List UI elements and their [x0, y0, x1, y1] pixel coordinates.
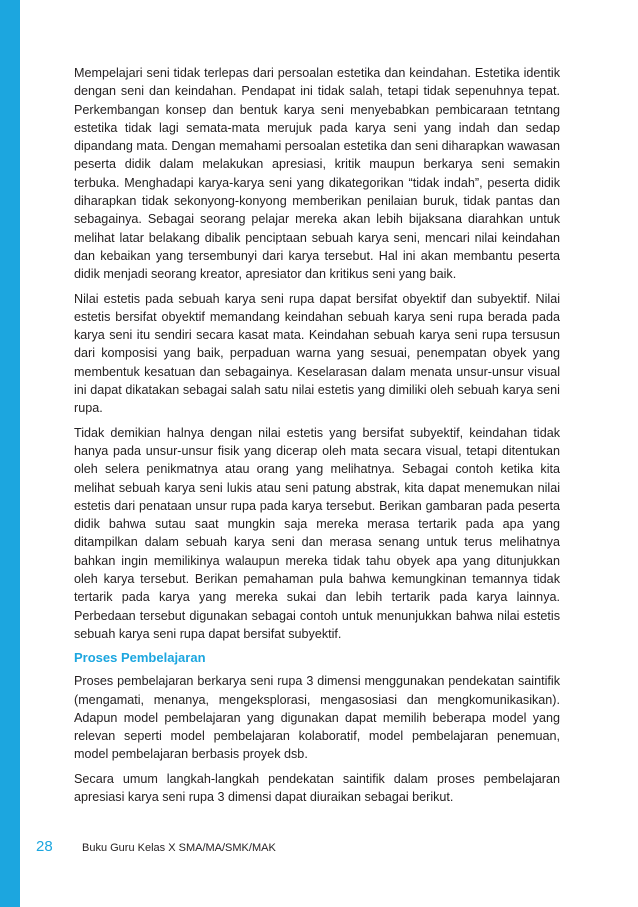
paragraph-subjective-value: Tidak demikian halnya dengan nilai estetis yang bersifat subyektif, keindahan tidak hanya pada unsur-unsur fisik yang dicerap oleh mata secara visual, tetapi ditentukan oleh selera penikmatnya atau orang yang melihatnya. Sebagai contoh ketika kita melihat sebuah karya seni lukis atau seni patung abstrak, kita dapat menemukan nilai estetis dari penataan unsur rupa pada karya tersebut. Berikan gambaran pada peserta didik bahwa sutau saat mungkin saja mereka merasa tertarik pada apa yang ditampilkan dalam sebuah karya seni dan merasa senang untuk terus melihatnya bahkan ingin memilikinya walaupun mereka tidak tahu obyek apa yang ditunjukkan oleh karya tersebut. Berikan pemahaman pula bahwa kemungkinan temannya tidak tertarik pada karya yang mereka sukai dan lebih tertarik pada karya lainnya. Perbedaan tersebut digunakan sebagai contoh untuk menunjukkan bahwa nilai estetis sebuah karya seni rupa dapat bersifat subyektif.: [74, 425, 560, 641]
page-body: [74, 64, 560, 812]
paragraph-objective-value: Nilai estetis pada sebuah karya seni rupa dapat bersifat obyektif dan subyektif. Nilai estetis bersifat obyektif memandang keindahan sebuah karya seni rupa berada pada karya seni itu sendiri secara kasat mata. Keindahan sebuah karya seni rupa tersusun dari komposisi yang baik, perpaduan warna yang sesuai, penempatan obyek yang membentuk kesatuan dan sebagainya. Keselarasan dalam menata unsur-unsur visual ini dapat dikatakan sebagai salah satu nilai estetis yang dimiliki oleh sebuah karya seni rupa.: [74, 291, 560, 416]
section-heading: Proses Pembelajaran: [74, 650, 206, 666]
paragraph-scientific-steps: Secara umum langkah-langkah pendekatan saintifik dalam proses pembelajaran apresiasi karya seni rupa 3 dimensi dapat diuraikan sebagai berikut.: [74, 771, 560, 804]
page-number: 28: [36, 838, 53, 855]
page-footer: [36, 838, 276, 858]
paragraph-learning-process: Proses pembelajaran berkarya seni rupa 3 dimensi menggunakan pendekatan saintifik (mengamati, menanya, mengeksplorasi, mengasosiasi dan mengkomunikasikan). Adapun model pembelajaran yang digunakan dapat memilih beberapa model yang relevan seperti model pembelajaran kolaboratif, model pembelajaran penemuan, model pembelajaran berbasis proyek dsb.: [74, 674, 560, 762]
book-title: Buku Guru Kelas X SMA/MA/SMK/MAK: [82, 842, 276, 854]
paragraph-aesthetics-intro: Mempelajari seni tidak terlepas dari persoalan estetika dan keindahan. Estetika identik dengan seni dan keindahan. Pendapat ini tidak salah, tetapi tidak sepenuhnya tepat. Perkembangan konsep dan bentuk karya seni menyebabkan pembicaraan tetntang estetika tidak lagi semata-mata merujuk pada karya seni yang indah dan sedap dipandang mata. Dengan memahami persoalan estetika dan seni diharapkan wawasan peserta didik dalam melakukan apresiasi, kritik maupun berkarya seni semakin terbuka. Menghadapi karya-karya seni yang dikategorikan “tidak indah”, peserta didik diharapkan tidak sekonyong-konyong memberikan penilaian buruk, tidak pantas dan sebagainya. Sebagai seorang pelajar mereka akan lebih bijaksana diarahkan untuk melihat latar belakang dibalik penciptaan sebuah karya seni, mencari nilai keindahan dan kebaikan yang tersembunyi dari karya tersebut. Hal ini akan membantu peserta didik menjadi seorang kreator, apresiator dan kritikus seni yang baik.: [74, 66, 560, 282]
accent-sidebar: [0, 0, 20, 907]
